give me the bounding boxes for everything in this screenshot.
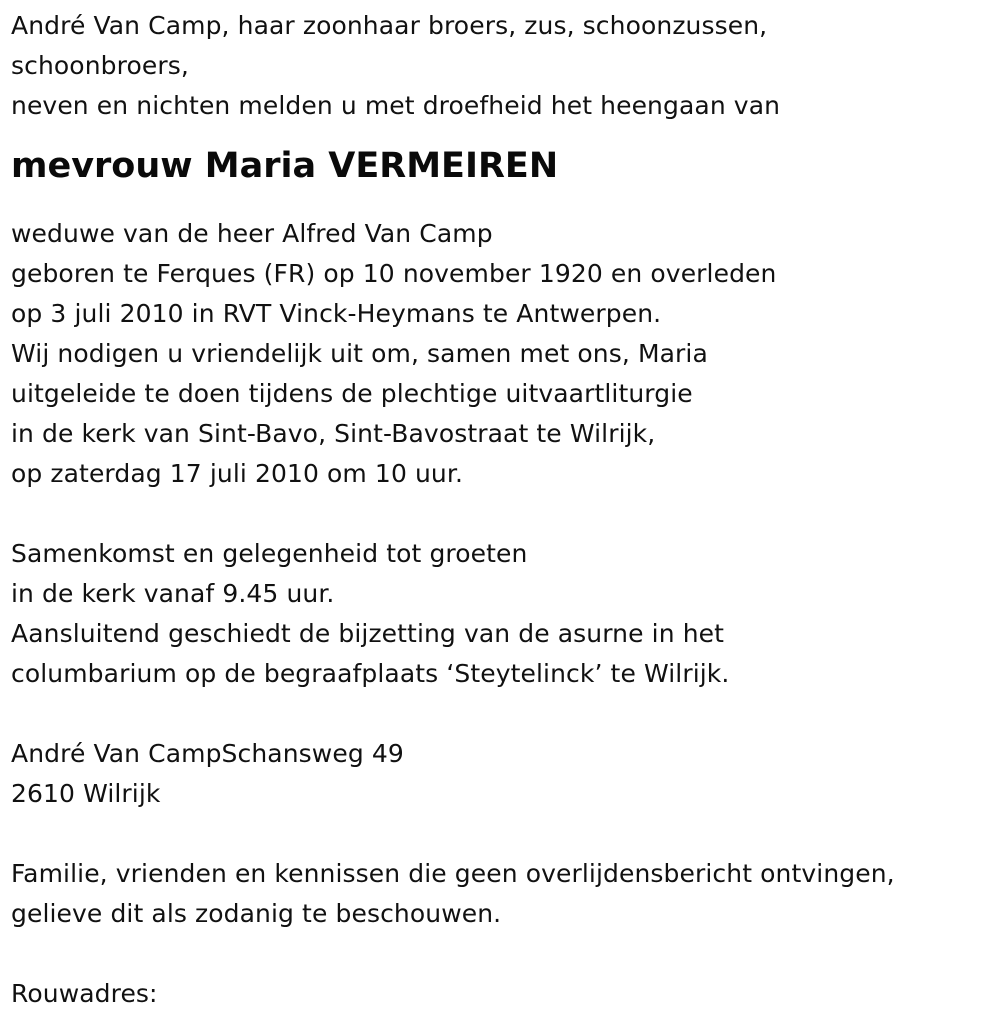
address-line: André Van CampSchansweg 49 — [11, 739, 404, 769]
details-line: Wij nodigen u vriendelijk uit om, samen met ons, Maria — [11, 339, 708, 369]
intro-line: neven en nichten melden u met droefheid het heengaan van — [11, 91, 781, 120]
notice-line: Familie, vrienden en kennissen die geen overlijdensbericht ontvingen, — [11, 859, 895, 889]
notice-section — [11, 854, 986, 934]
intro-line: schoonbroers, — [11, 51, 189, 80]
spacer — [11, 814, 986, 854]
address-section — [11, 734, 986, 814]
gathering-line: columbarium op de begraafplaats ‘Steytelinck’ te Wilrijk. — [11, 659, 730, 689]
spacer — [11, 694, 986, 734]
details-section — [11, 214, 986, 494]
intro-line: André Van Camp, haar zoonhaar broers, zus, schoonzussen, — [11, 11, 768, 40]
details-line: op zaterdag 17 juli 2010 om 10 uur. — [11, 459, 464, 489]
gathering-line: in de kerk vanaf 9.45 uur. — [11, 579, 335, 609]
address-line: 2610 Wilrijk — [11, 779, 161, 809]
details-line: uitgeleide te doen tijdens de plechtige uitvaartliturgie — [11, 379, 693, 409]
details-line: op 3 juli 2010 in RVT Vinck-Heymans te Antwerpen. — [11, 299, 662, 329]
notice-line: gelieve dit als zodanig te beschouwen. — [11, 899, 502, 929]
spacer — [11, 934, 986, 974]
mourning-address-label: Rouwadres: — [11, 979, 158, 1009]
gathering-line: Aansluitend geschiedt de bijzetting van de asurne in het — [11, 619, 725, 649]
obituary-document — [11, 6, 986, 1014]
details-line: in de kerk van Sint-Bavo, Sint-Bavostraat te Wilrijk, — [11, 419, 656, 449]
gathering-section — [11, 534, 986, 694]
deceased-name: mevrouw Maria VERMEIREN — [11, 146, 559, 186]
details-line: weduwe van de heer Alfred Van Camp — [11, 219, 493, 249]
gathering-line: Samenkomst en gelegenheid tot groeten — [11, 539, 528, 569]
details-line: geboren te Ferques (FR) op 10 november 1920 en overleden — [11, 259, 777, 289]
intro-section — [11, 6, 986, 126]
spacer — [11, 494, 986, 534]
